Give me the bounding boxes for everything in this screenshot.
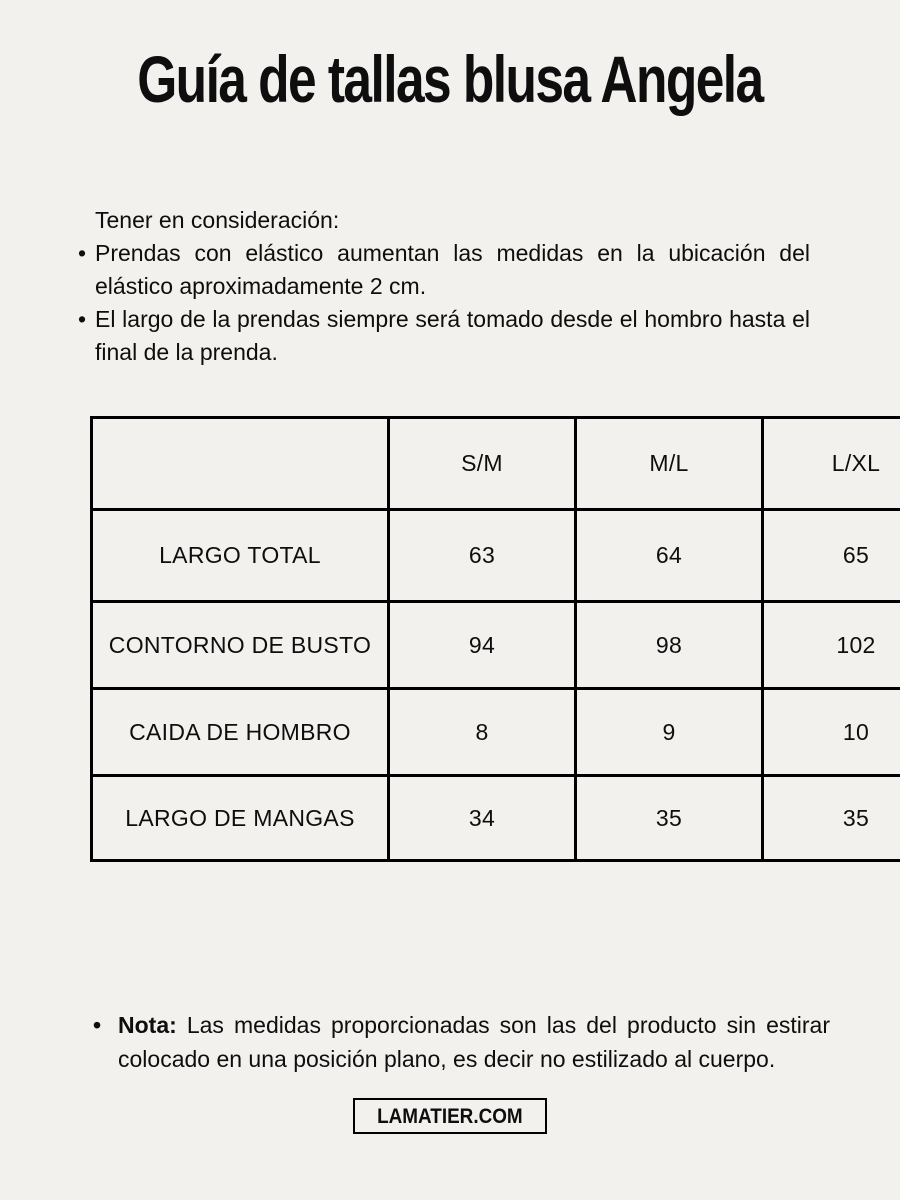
table-row — [92, 602, 900, 689]
row-label: LARGO DE MANGAS — [92, 776, 389, 861]
considerations-heading: Tener en consideración: — [95, 207, 340, 233]
row-label: LARGO TOTAL — [92, 510, 389, 602]
column-header-ml: M/L — [576, 418, 763, 510]
row-label: CAIDA DE HOMBRO — [92, 689, 389, 776]
cell-value: 10 — [763, 689, 900, 776]
cell-value: 35 — [763, 776, 900, 861]
cell-value: 35 — [576, 776, 763, 861]
table-corner-cell — [92, 418, 389, 510]
cell-value: 102 — [763, 602, 900, 689]
consideration-item: • Prendas con elástico aumentan las medidas en la ubicación del elástico aproximadamente 2 cm. — [78, 237, 810, 303]
size-table — [90, 416, 900, 862]
considerations-list — [78, 237, 810, 369]
cell-value: 98 — [576, 602, 763, 689]
table-row — [92, 510, 900, 602]
page-title-text: Guía de tallas blusa Angela — [137, 42, 763, 116]
cell-value: 9 — [576, 689, 763, 776]
cell-value: 65 — [763, 510, 900, 602]
page-title — [0, 0, 900, 116]
cell-value: 63 — [389, 510, 576, 602]
table-row — [92, 689, 900, 776]
note-section — [93, 1008, 830, 1076]
consideration-item: • El largo de la prendas siempre será tomado desde el hombro hasta el final de la prenda. — [78, 303, 810, 369]
footer — [0, 1098, 900, 1134]
note-label: Nota: — [118, 1012, 177, 1038]
column-header-sm: S/M — [389, 418, 576, 510]
note-body: Las medidas proporcionadas son las del producto sin estirar colocado en una posición plano, es decir no estilizado al cuerpo. — [118, 1012, 830, 1072]
note-text — [93, 1008, 830, 1076]
brand-box — [353, 1098, 547, 1134]
cell-value: 64 — [576, 510, 763, 602]
cell-value: 94 — [389, 602, 576, 689]
considerations-section — [78, 204, 810, 369]
table-header-row — [92, 418, 900, 510]
row-label: CONTORNO DE BUSTO — [92, 602, 389, 689]
brand-label: LAMATIER.COM — [377, 1105, 523, 1128]
cell-value: 8 — [389, 689, 576, 776]
table-row — [92, 776, 900, 861]
cell-value: 34 — [389, 776, 576, 861]
column-header-lxl: L/XL — [763, 418, 900, 510]
